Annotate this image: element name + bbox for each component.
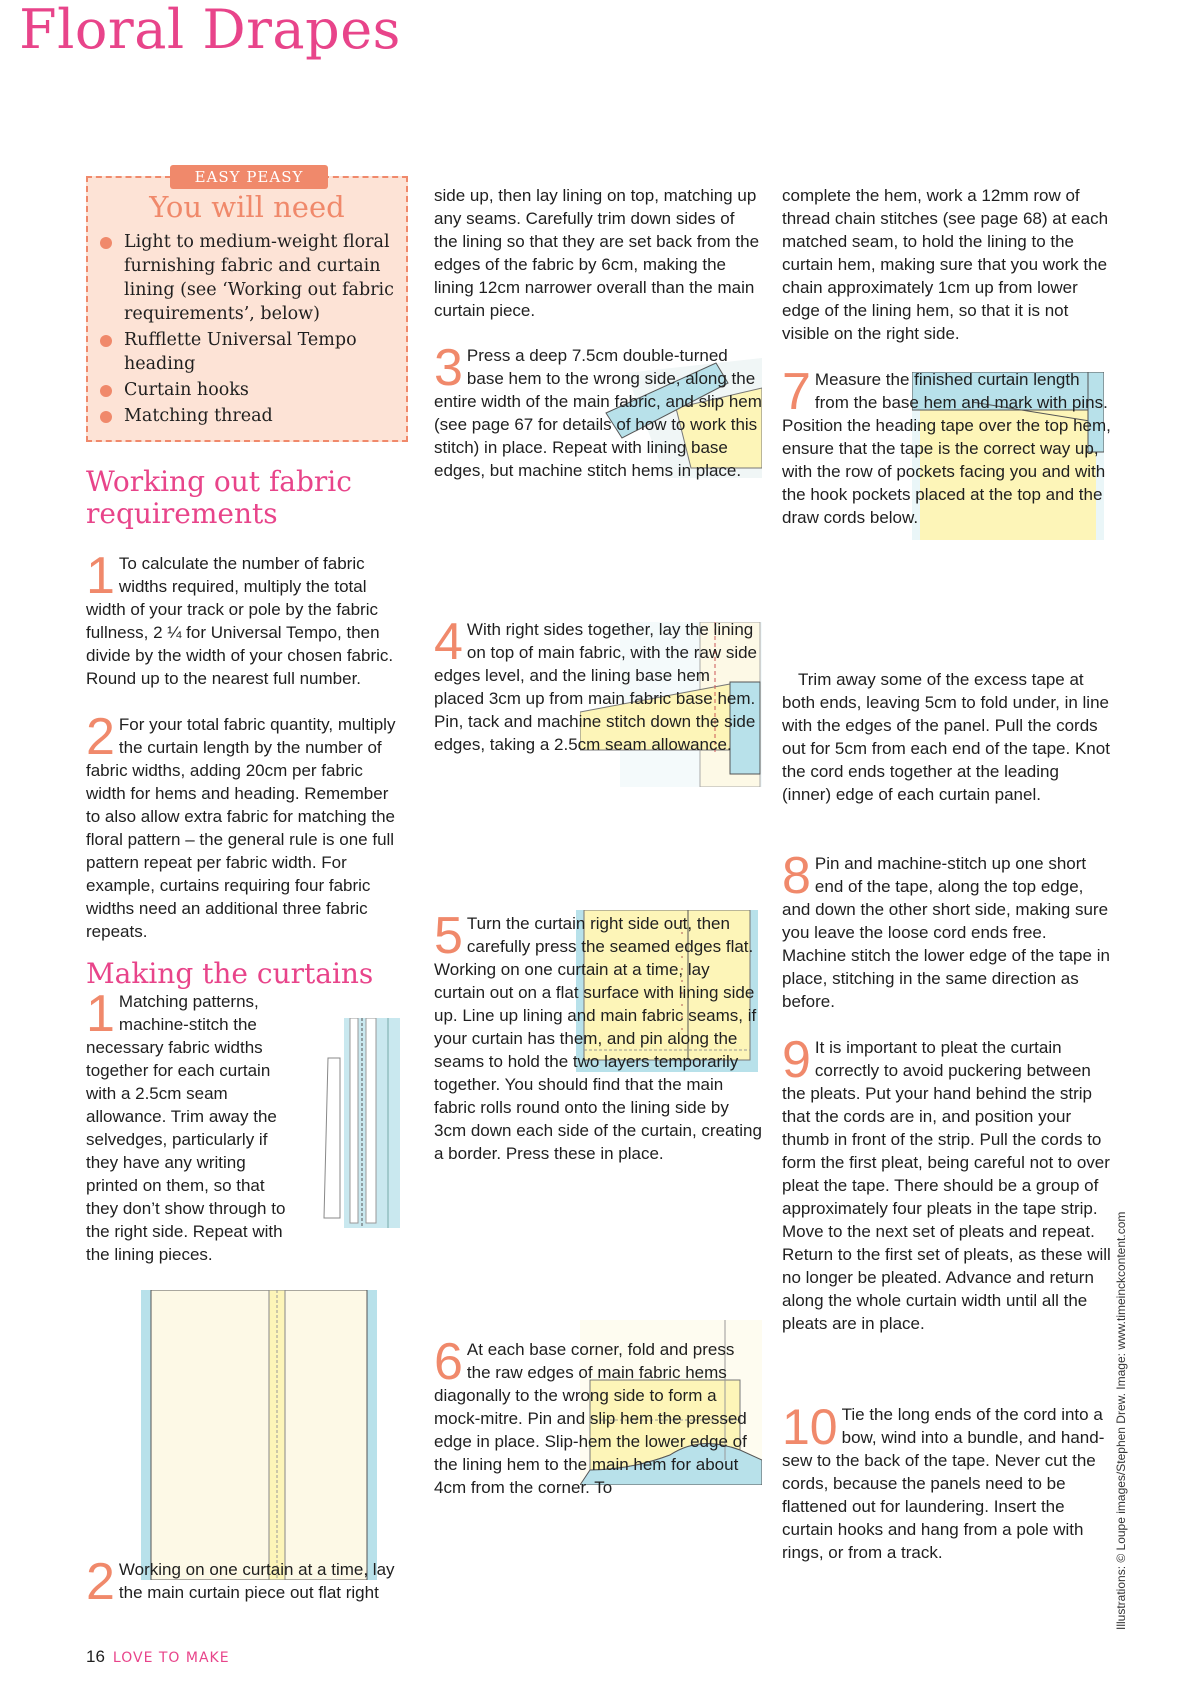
step-number: 8 [782,847,811,905]
materials-item: Matching thread [100,404,405,428]
materials-list [100,230,405,430]
materials-item: Light to medium-weight floral furnishing fabric and curtain lining (see ‘Working out fabric requirements’, below) [100,230,405,326]
step-text: Matching patterns, machine-stitch the necessary fabric widths together for each curtain with a 2.5cm seam allowance. Trim away the selvedges, particularly if they have any writing printed on them, so that they don’t show through to the right side. Repeat with the lining pieces. [86,992,286,1264]
step-number: 10 [782,1399,838,1455]
making-step-9 [782,1031,1112,1335]
making-step-7 [782,363,1111,529]
step-text: Press a deep 7.5cm double-turned base hem to the wrong side, along the entire width of the main fabric, and slip hem (see page 67 for details of how to work this stitch) in place. Repeat with lining base edges, but machine stitch hems in place. [434,346,762,480]
step-text: At each base corner, fold and press the raw edges of main fabric hems diagonally to the wrong side to form a mock-mitre. Pin and slip hem the pressed edge in place. Slip-hem the lower edge of the lining hem to the main hem for about 4cm from the corner. To [434,1340,747,1497]
step-text: Trim away some of the excess tape at both ends, leaving 5cm to fold under, in line with the edges of the panel. Pull the cords out for 5cm from each end of the tape. Knot the cord ends together at the leading (inner) edge of each curtain panel. [782,670,1110,804]
making-step-5 [434,907,762,1165]
step-text: Pin and machine-stitch up one short end of the tape, along the top edge, and down the other short side, making sure you leave the loose cord ends free. Machine stitch the lower edge of the tape in place, stitching in the same direction as before. [782,854,1110,1011]
making-step-8 [782,847,1112,1013]
step-number: 1 [86,547,115,605]
step-text: To calculate the number of fabric widths required, multiply the total width of your track or pole by the fabric fullness, 2 ¼ for Universal Tempo, then divide by the width of your chosen fabric. Round up to the nearest full number. [86,554,394,688]
step-number: 2 [86,1553,115,1611]
step-text: complete the hem, work a 12mm row of thread chain stitches (see page 68) at each matched seam, to hold the lining to the curtain hem, making sure that you work the chain approximately 1cm up from lower edge of the lining hem, so that it is not visible on the right side. [782,186,1109,343]
easy-peasy-badge: EASY PEASY [170,165,328,189]
image-credit: Illustrations: © Loupe images/Stephen Drew. Image: www.timeinckcontent.com [1114,1211,1128,1630]
step-text: Tie the long ends of the cord into a bow, wind into a bundle, and hand-sew to the back of the tape. Never cut the cords, because the panels need to be flattened out for laundering. Insert the curtain hooks and hang from a pole with rings, or from a track. [782,1405,1105,1562]
curtain-panel-illustration [141,1290,377,1580]
making-step-6 [434,1333,747,1499]
making-step-2 [86,1553,406,1611]
step-text: With right sides together, lay the lining on top of main fabric, with the raw side edges level, and the lining base hem placed 3cm up from main fabric base hem. Pin, tack and machine stitch down the side edges, taking a 2.5cm seam allowance. [434,620,758,754]
materials-item: Curtain hooks [100,378,405,402]
page-title: Floral Drapes [19,0,401,61]
seam-selvedge-illustration [318,1018,408,1238]
making-step-4 [434,613,758,756]
step-number: 4 [434,613,463,671]
you-will-need-heading: You will need [149,190,345,224]
making-curtains-heading: Making the curtains [86,957,374,990]
working-out-heading: Working out fabric requirements [86,465,352,530]
materials-item: Rufflette Universal Tempo heading [100,328,405,376]
making-step-7-trim [782,668,1112,806]
step-number: 2 [86,708,115,766]
step-number: 5 [434,907,463,965]
step-text: Measure the finished curtain length from the base hem and mark with pins. Position the heading tape over the top hem, ensure that the tape is the correct way up, with the row of pockets facing you and with the hook pockets placed at the top and the draw cords below. [782,370,1111,527]
step-text: Turn the curtain right side out, then carefully press the seamed edges flat. Working on one curtain at a time, lay curtain out on a flat surface with lining side up. Line up lining and main fabric seams, if your curtain has them, and pin along the seams to hold the two layers temporarily together. You should find that the main fabric rolls round onto the lining side by 3cm down each side of the curtain, creating a border. Press these in place. [434,914,762,1163]
step-text: It is important to pleat the curtain correctly to avoid puckering between the pleats. Put your hand behind the strip that the cords are in, and position your thumb in front of the strip. Pull the cords to form the first pleat, being careful not to over pleat the tape. There should be a group of approximately four pleats in the tape strip. Move to the next set of pleats and repeat. Return to the first set of pleats, as these will no longer be pleated. Advance and return along the whole curtain width until all the pleats are in place. [782,1038,1111,1333]
page-footer [86,1647,230,1667]
step-number: 1 [86,985,115,1043]
working-out-step-2 [86,708,406,943]
making-step-3 [434,339,762,482]
step-text: For your total fabric quantity, multiply the curtain length by the number of fabric widths, adding 20cm per fabric width for hems and heading. Remember to also allow extra fabric for matching the floral pattern – the general rule is one full pattern repeat per fabric width. For example, curtains requiring four fabric widths need an additional three fabric repeats. [86,715,396,941]
working-out-step-1 [86,547,406,690]
step-number: 9 [782,1031,811,1089]
making-step-2-continued [434,184,762,322]
step-number: 6 [434,1333,463,1391]
step-text: side up, then lay lining on top, matching up any seams. Carefully trim down sides of the lining so that they are set back from the edges of the fabric by 6cm, making the lining 12cm narrower overall than the main curtain piece. [434,186,760,320]
step-number: 7 [782,363,811,421]
making-step-1 [86,985,288,1266]
making-step-6-continued [782,184,1112,345]
making-step-10 [782,1399,1112,1564]
page-number: 16 [86,1647,105,1666]
magazine-brand: LOVE TO MAKE [112,1650,230,1666]
step-number: 3 [434,339,463,397]
step-text: Working on one curtain at a time, lay the main curtain piece out flat right [118,1560,395,1602]
